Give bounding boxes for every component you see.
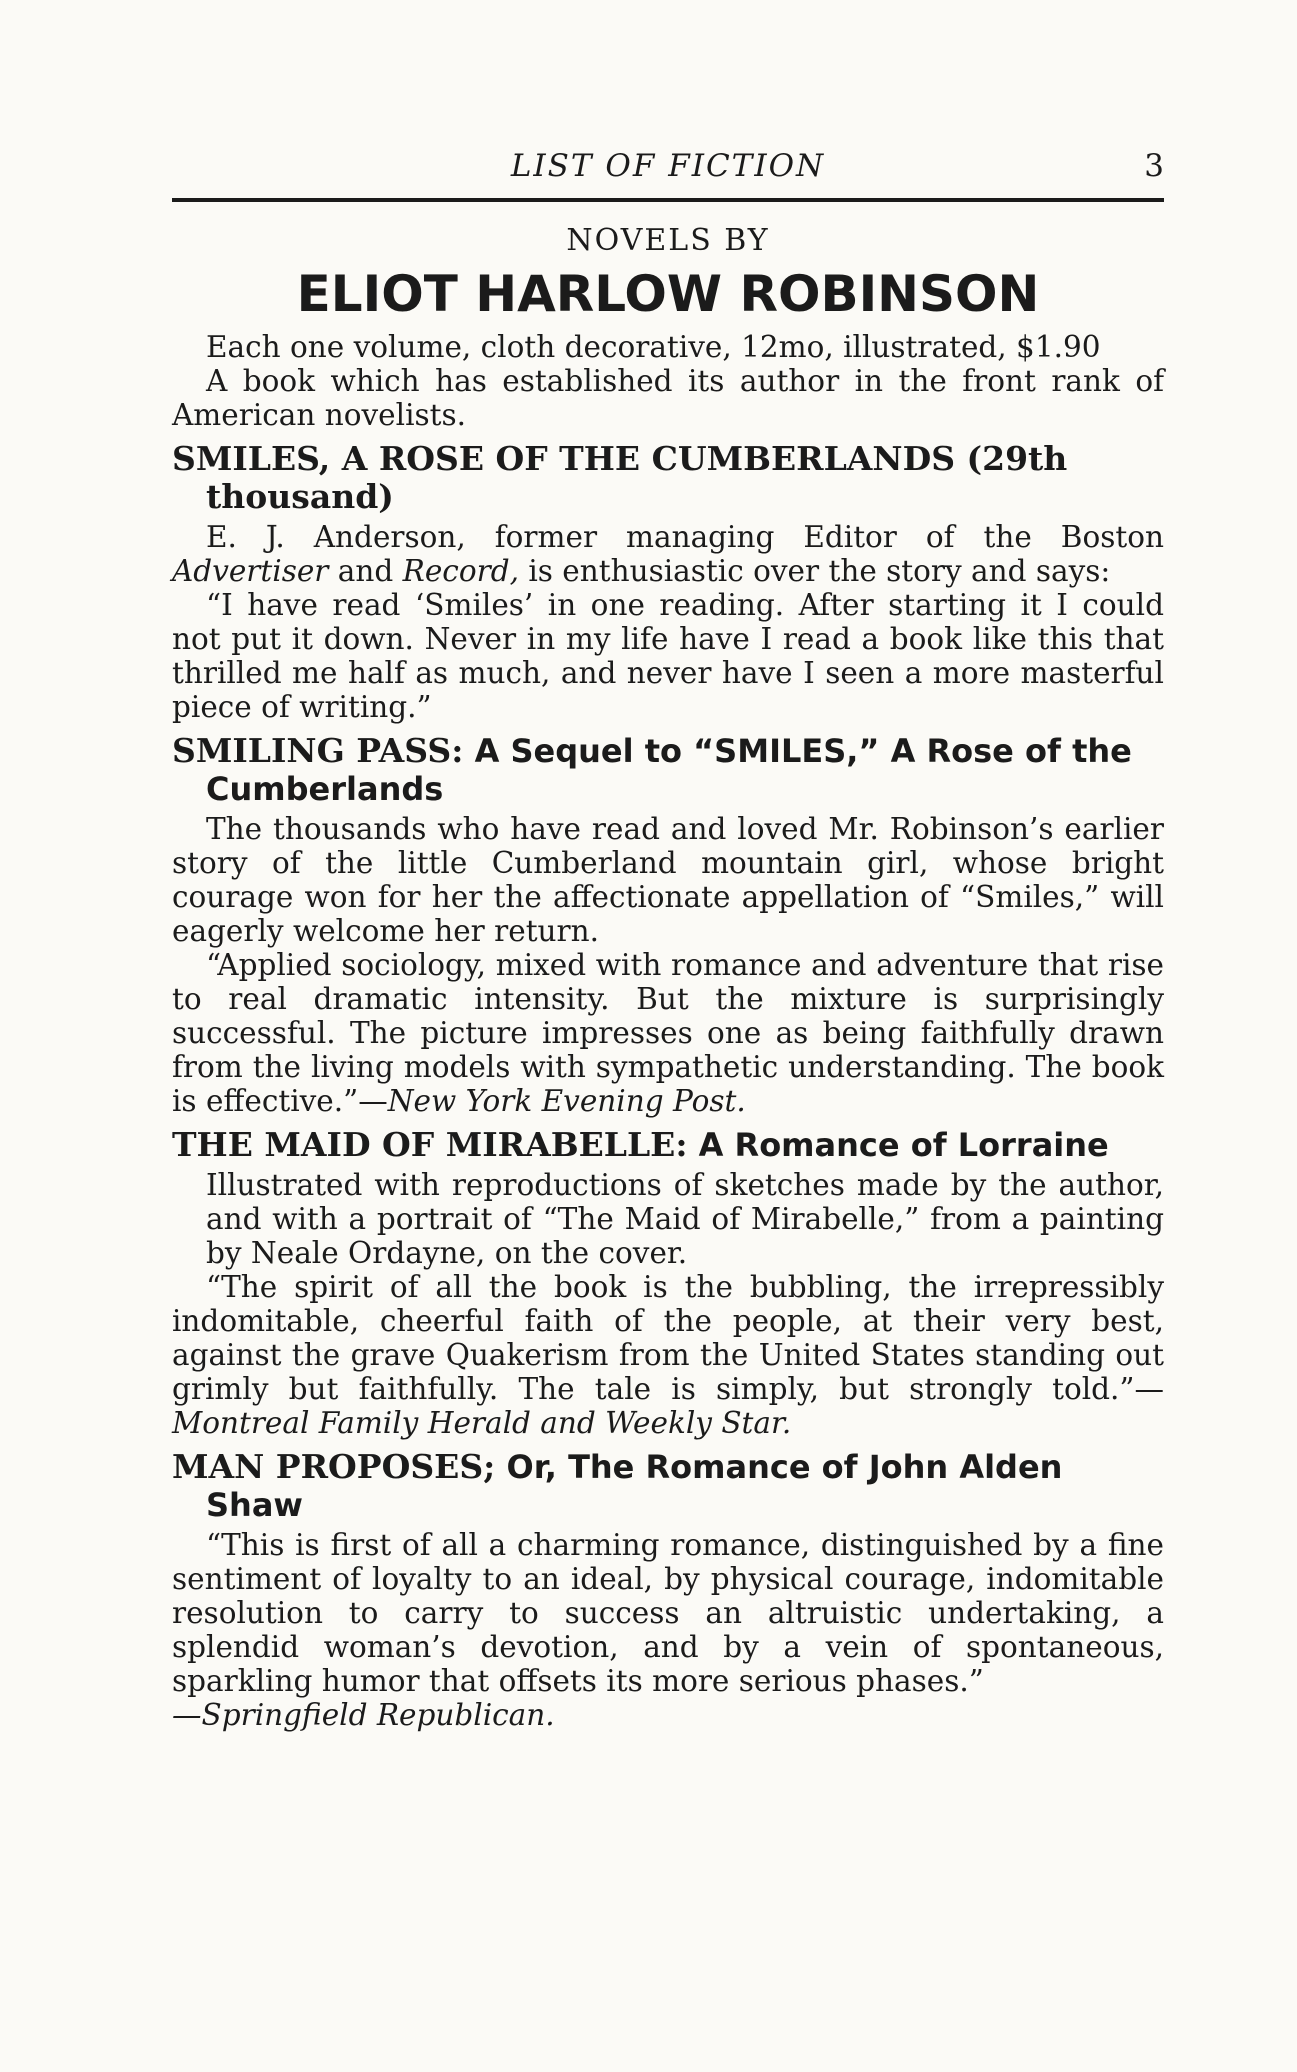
text-run: E. J. Anderson, former managing Editor of the Boston	[206, 520, 1164, 554]
author-blurb: A book which has established its author in the front rank of American novelists.	[172, 364, 1164, 432]
quote-text: “Applied sociology, mixed with romance and adventure that rise to real dramatic intensity. But the mixture is surprisingly successful. The picture impresses one as being faithfully drawn from the living models with sympathetic understanding. The book is effective.”—	[172, 948, 1164, 1118]
novels-by-heading: NOVELS BY	[566, 223, 770, 258]
author-name: ELIOT HARLOW ROBINSON	[296, 265, 1040, 323]
title-main: MAN PROPOSES;	[172, 1447, 496, 1486]
book-entry-man-proposes	[172, 1448, 1164, 1732]
review-source: New York Evening Post.	[387, 1084, 746, 1118]
book-title	[172, 732, 1164, 808]
review-quote	[172, 1270, 1164, 1440]
review-source: Montreal Family Herald and Weekly Star.	[172, 1406, 792, 1440]
title-main: THE MAID OF MIRABELLE:	[172, 1125, 688, 1164]
book-description: Illustrated with reproductions of sketches made by the author, and with a portrait of “The Maid of Mirabelle,” from a painting by Neale Ordayne, on the cover.	[206, 1168, 1164, 1270]
title-main: SMILING PASS:	[172, 731, 464, 770]
review-quote	[172, 948, 1164, 1118]
book-entry-maid-of-mirabelle	[172, 1126, 1164, 1440]
header-rule	[172, 198, 1164, 202]
book-entry-smiling-pass	[172, 732, 1164, 1118]
publication-name: Record,	[402, 554, 519, 588]
title-subtitle: Or, The Romance of John Alden Shaw	[206, 1448, 1063, 1524]
page-header	[172, 148, 1164, 200]
book-description	[172, 520, 1164, 588]
title-subtitle: A Romance of Lorraine	[687, 1126, 1109, 1164]
quote-text: “The spirit of all the book is the bubbling, the irrepressibly indomitable, cheerful faith of the people, at their very best, against the grave Quakerism from the United States standing out grimly but faithfully. The tale is simply, but strongly told.”—	[172, 1270, 1164, 1406]
book-title	[172, 1448, 1164, 1524]
book-description: The thousands who have read and loved Mr. Robinson’s earlier story of the little Cumberland mountain girl, whose bright courage won for her the affectionate appellation of “Smiles,” will eagerly welcome her return.	[172, 812, 1164, 948]
edition-line: Each one volume, cloth decorative, 12mo, illustrated, $1.90	[206, 330, 1101, 364]
review-quote: “This is first of all a charming romance, distinguished by a fine sentiment of loyalty to an ideal, by physical courage, indomitable resolution to carry to success an altruistic undertaking, a splendid woman’s devotion, and by a vein of spontaneous, sparkling humor that offsets its more serious phases.”	[172, 1528, 1164, 1698]
page-number: 3	[1144, 148, 1164, 184]
text-run: and	[328, 554, 403, 588]
running-title: LIST OF FICTION	[510, 148, 826, 184]
publication-name: Advertiser	[172, 554, 329, 588]
book-title	[172, 1126, 1164, 1164]
page-content	[172, 220, 1164, 1732]
title-subtitle: A Sequel to “SMILES,” A Rose of the Cumberlands	[206, 732, 1132, 808]
book-title: SMILES, A ROSE OF THE CUMBERLANDS (29th thousand)	[172, 439, 1068, 516]
review-source: —Springfield Republican.	[172, 1698, 555, 1732]
review-source-line	[172, 1698, 1164, 1732]
book-entry-smiles	[172, 440, 1164, 724]
text-run: is enthusiastic over the story and says:	[518, 554, 1111, 588]
review-quote: “I have read ‘Smiles’ in one reading. After starting it I could not put it down. Never in my life have I read a book like this that thrilled me half as much, and never have I seen a more masterful piece of writing.”	[172, 588, 1164, 724]
